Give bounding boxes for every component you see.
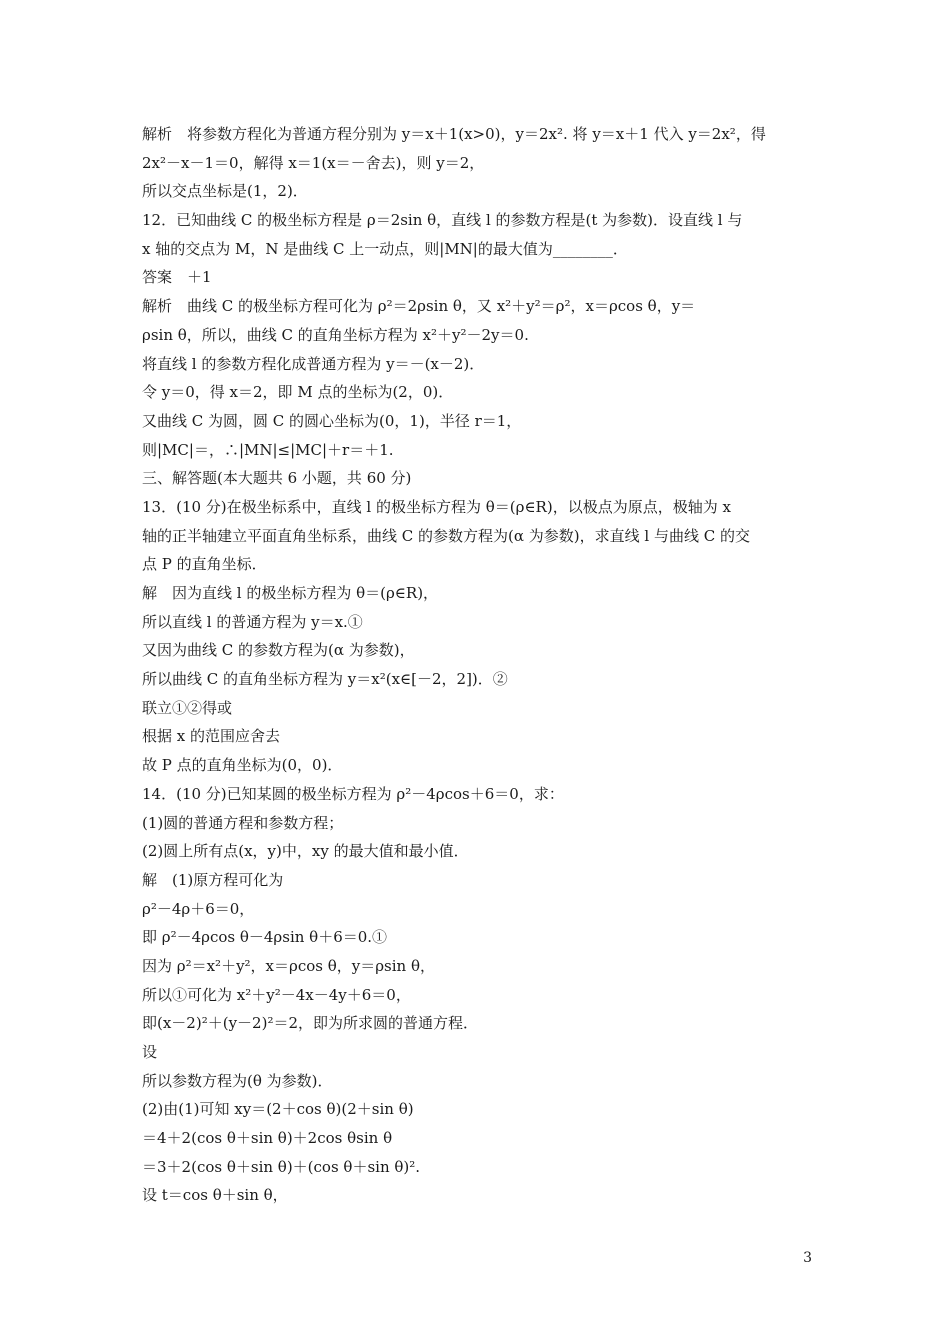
text-line: 因为 ρ²＝x²＋y²，x＝ρcos θ，y＝ρsin θ，: [142, 956, 436, 975]
text-line: 则|MC|＝，∴|MN|≤|MC|＋r＝＋1.: [142, 440, 394, 459]
text-line: 故 P 点的直角坐标为(0，0)．: [142, 756, 343, 775]
text-line: 又因为曲线 C 的参数方程为(α 为参数)，: [142, 641, 415, 660]
text-line: 解 (1)原方程可化为: [142, 870, 284, 889]
answer-line: 答案 ＋1: [142, 268, 212, 287]
text-line: (2)圆上所有点(x，y)中，xy 的最大值和最小值．: [142, 842, 469, 861]
page-number: 3: [803, 1250, 812, 1266]
document-body: [142, 120, 814, 1210]
text-line: 所以交点坐标是(1，2)．: [142, 182, 308, 201]
text-line: 设 t＝cos θ＋sin θ，: [142, 1186, 288, 1205]
text-line: 轴的正半轴建立平面直角坐标系，曲线 C 的参数方程为(α 为参数)，求直线 l 与曲线 C 的交: [142, 526, 750, 545]
text-line: 2x²－x－1＝0，解得 x＝1(x＝－舍去)，则 y＝2，: [142, 153, 485, 172]
text-line: 解析 将参数方程化为普通方程分别为 y＝x＋1(x>0)，y＝2x². 将 y＝x＋1 代入 y＝2x²，得: [142, 125, 766, 143]
text-line: ρsin θ，所以，曲线 C 的直角坐标方程为 x²＋y²－2y＝0.: [142, 325, 529, 344]
question-13-line: 13．(10 分)在极坐标系中，直线 l 的极坐标方程为 θ＝(ρ∈R)，以极点为原点，极轴为 x: [142, 497, 731, 516]
question-14-line: 14．(10 分)已知某圆的极坐标方程为 ρ²－4ρcos＋6＝0，求：: [142, 784, 564, 803]
text-line: 即 ρ²－4ρcos θ－4ρsin θ＋6＝0.①: [142, 928, 388, 947]
text-line: 即(x－2)²＋(y－2)²＝2，即为所求圆的普通方程．: [142, 1014, 479, 1033]
text-line: ＝4＋2(cos θ＋sin θ)＋2cos θsin θ: [142, 1129, 393, 1148]
text-line: (1)圆的普通方程和参数方程；: [142, 813, 344, 832]
text-line: 令 y＝0，得 x＝2，即 M 点的坐标为(2，0)．: [142, 383, 454, 402]
text-line: (2)由(1)可知 xy＝(2＋cos θ)(2＋sin θ): [142, 1100, 414, 1119]
text-line: 又曲线 C 为圆，圆 C 的圆心坐标为(0，1)，半径 r＝1，: [142, 411, 522, 430]
text-line: 点 P 的直角坐标．: [142, 555, 267, 574]
text-line: 根据 x 的范围应舍去: [142, 727, 280, 746]
text-line: 联立①②得或: [142, 698, 233, 717]
section-heading: 三、解答题(本大题共 6 小题，共 60 分): [142, 469, 412, 488]
text-line: ＝3＋2(cos θ＋sin θ)＋(cos θ＋sin θ)².: [142, 1157, 421, 1176]
text-line: x 轴的交点为 M，N 是曲线 C 上一动点，则|MN|的最大值为________．: [142, 239, 628, 258]
text-line: 所以直线 l 的普通方程为 y＝x.①: [142, 612, 363, 631]
text-line: 所以①可化为 x²＋y²－4x－4y＋6＝0，: [142, 985, 411, 1004]
text-line: 所以曲线 C 的直角坐标方程为 y＝x²(x∈[－2，2])．②: [142, 670, 508, 689]
text-line: 解析 曲线 C 的极坐标方程可化为 ρ²＝2ρsin θ，又 x²＋y²＝ρ²，x＝ρcos θ，y＝: [142, 297, 696, 316]
question-12-line: 12．已知曲线 C 的极坐标方程是 ρ＝2sin θ，直线 l 的参数方程是(t 为参数)．设直线 l 与: [142, 211, 743, 230]
text-line: 解 因为直线 l 的极坐标方程为 θ＝(ρ∈R)，: [142, 584, 439, 602]
text-line: ρ²－4ρ＋6＝0，: [142, 899, 255, 918]
text-line: 设: [142, 1043, 158, 1061]
text-line: 将直线 l 的参数方程化成普通方程为 y＝－(x－2)．: [142, 354, 485, 373]
text-line: 所以参数方程为(θ 为参数)．: [142, 1071, 333, 1090]
